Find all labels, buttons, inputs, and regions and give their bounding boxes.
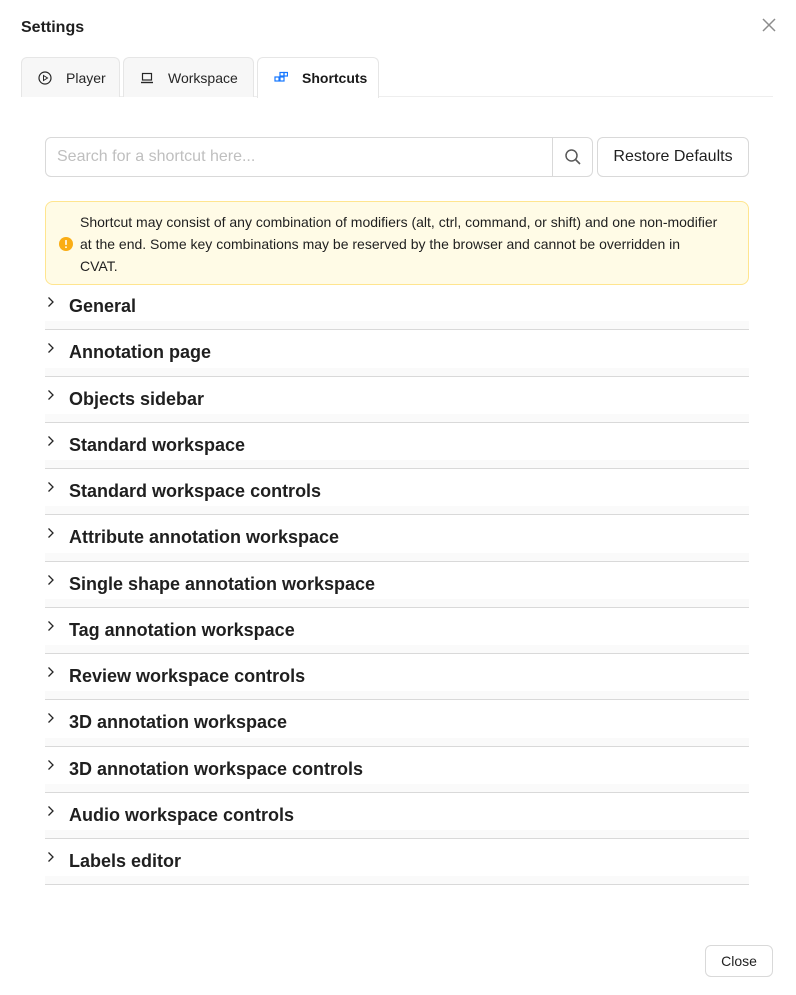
chevron-right-icon — [47, 805, 57, 817]
modal-title: Settings — [21, 19, 85, 36]
collapse-section[interactable] — [45, 423, 749, 469]
close-button[interactable]: Close — [705, 945, 773, 977]
chevron-right-icon — [47, 574, 57, 586]
close-icon[interactable] — [758, 14, 780, 36]
collapse-section[interactable] — [45, 469, 749, 515]
chevron-right-icon — [47, 527, 57, 539]
collapse-section[interactable] — [45, 377, 749, 423]
section-label: Objects sidebar — [69, 388, 205, 409]
section-label: Labels editor — [69, 851, 182, 871]
collapse-section[interactable] — [45, 793, 749, 839]
tab-player[interactable] — [21, 57, 120, 97]
restore-defaults-button[interactable]: Restore Defaults — [597, 137, 749, 177]
section-label: Tag annotation workspace — [69, 619, 295, 640]
play-circle-icon — [38, 71, 52, 85]
exclamation-circle-icon — [59, 237, 73, 251]
chevron-right-icon — [47, 435, 57, 447]
collapse-section[interactable] — [45, 330, 749, 376]
tab-shortcuts[interactable] — [257, 57, 379, 98]
collapse-section[interactable] — [45, 515, 749, 561]
collapse-section[interactable] — [45, 747, 749, 793]
section-label: General — [69, 296, 137, 316]
chevron-right-icon — [47, 620, 57, 632]
chevron-right-icon — [47, 342, 57, 354]
shortcut-sections — [45, 284, 749, 885]
collapse-section[interactable] — [45, 284, 749, 330]
section-label: Audio workspace controls — [69, 804, 295, 825]
collapse-section[interactable] — [45, 608, 749, 654]
laptop-icon — [140, 71, 154, 85]
settings-tabs — [21, 57, 773, 97]
section-label: Attribute annotation workspace — [69, 527, 340, 548]
shortcut-info-alert — [45, 201, 749, 285]
collapse-section[interactable] — [45, 839, 749, 885]
section-label: Annotation page — [69, 342, 211, 363]
chevron-right-icon — [47, 666, 57, 678]
tab-workspace[interactable] — [123, 57, 254, 97]
search-input[interactable] — [45, 137, 553, 177]
tab-label: Shortcuts — [302, 70, 368, 86]
collapse-section[interactable] — [45, 700, 749, 746]
shortcut-search — [45, 137, 593, 177]
collapse-section[interactable] — [45, 562, 749, 608]
chevron-right-icon — [47, 481, 57, 493]
search-button[interactable] — [553, 137, 593, 177]
alert-message: Shortcut may consist of any combination of modifiers (alt, ctrl, command, or shift) and one non-modifier at the end. Some key combinations may be reserved by the browser and cannot be overridden in CVAT. — [80, 214, 718, 274]
section-label: Standard workspace — [69, 434, 246, 455]
chevron-right-icon — [47, 712, 57, 724]
section-label: Review workspace controls — [69, 666, 306, 686]
tab-label: Workspace — [168, 69, 238, 86]
chevron-right-icon — [47, 851, 57, 863]
chevron-right-icon — [47, 389, 57, 401]
section-label: 3D annotation workspace controls — [69, 758, 364, 779]
shortcuts-icon — [274, 71, 288, 85]
section-label: Standard workspace controls — [69, 481, 322, 501]
chevron-right-icon — [47, 296, 57, 308]
chevron-right-icon — [47, 759, 57, 771]
collapse-section[interactable] — [45, 654, 749, 700]
search-icon — [564, 148, 582, 166]
section-label: Single shape annotation workspace — [69, 573, 376, 594]
tab-label: Player — [66, 69, 106, 86]
section-label: 3D annotation workspace — [69, 712, 288, 733]
